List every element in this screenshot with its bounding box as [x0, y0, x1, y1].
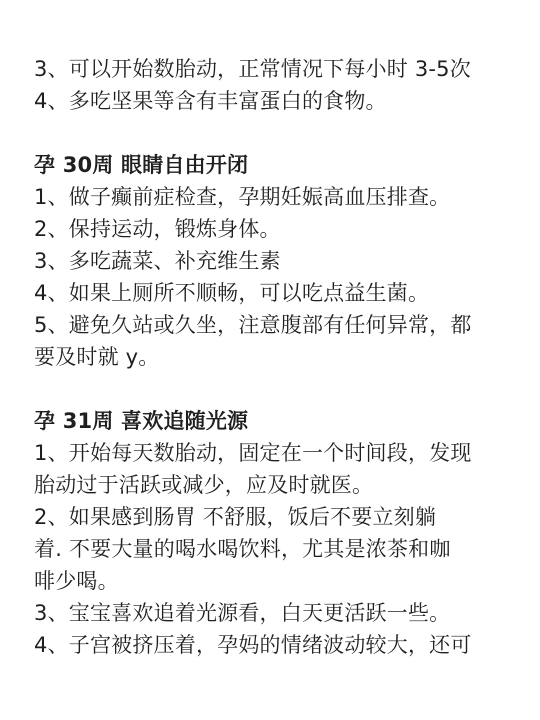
week30-item-5: 5、避免久站或久坐，注意腹部有任何异常，都 — [34, 313, 472, 337]
week30-item-5-cont: 要及时就 y。 — [34, 345, 160, 369]
week30-item-2: 2、保持运动，锻炼身体。 — [34, 217, 281, 241]
week31-item-2-cont: 着. 不要大量的喝水喝饮料，尤其是浓茶和咖 — [34, 537, 451, 561]
week30-item-4: 4、如果上厕所不顺畅，可以吃点益生菌。 — [34, 281, 430, 305]
week31-item-1-cont: 胎动过于活跃或减少，应及时就医。 — [34, 473, 374, 497]
week30-heading: 孕 30周 眼睛自由开闭 — [34, 153, 249, 177]
week30-item-1: 1、做子癫前症检查，孕期妊娠高血压排查。 — [34, 185, 451, 209]
week30-item-3: 3、多吃蔬菜、补充维生素 — [34, 249, 281, 273]
week31-item-2-cont2: 啡少喝。 — [34, 569, 119, 593]
week31-item-4: 4、子宫被挤压着，孕妈的情绪波动较大，还可 — [34, 633, 472, 657]
intro-item-4: 4、多吃坚果等含有丰富蛋白的食物。 — [34, 89, 387, 113]
week31-item-1: 1、开始每天数胎动，固定在一个时间段，发现 — [34, 441, 472, 465]
week31-item-2: 2、如果感到肠胃 不舒服，饭后不要立刻躺 — [34, 505, 437, 529]
week31-item-3: 3、宝宝喜欢追着光源看，白天更活跃一些。 — [34, 601, 451, 625]
intro-item-3: 3、可以开始数胎动，正常情况下每小时 3-5次 — [34, 57, 471, 81]
week31-heading: 孕 31周 喜欢追随光源 — [34, 409, 249, 433]
